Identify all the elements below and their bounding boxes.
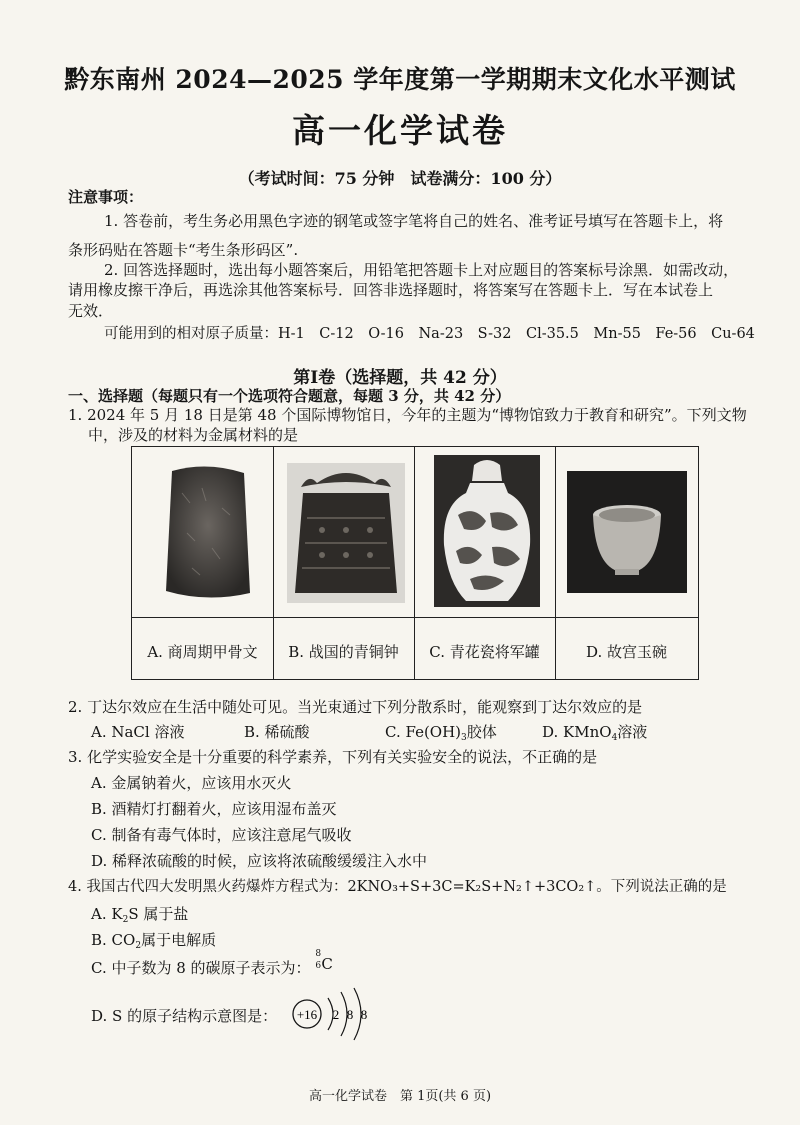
exam-info: （考试时间：75 分钟 试卷满分：100 分） [238, 169, 562, 188]
exam-title: 黔东南州 2024—2025 学年度第一学期期末文化水平测试 [64, 65, 736, 94]
jade-bowl-image [567, 471, 687, 593]
part-one-title: 第Ⅰ卷（选择题，共 42 分） [293, 368, 507, 388]
notice-item-1-line-1: 1. 答卷前，考生务必用黑色字迹的钢笔或签字笔将自己的姓名、准考证号填写在答题卡上，将 [104, 212, 724, 230]
q1-cell-c [414, 447, 556, 679]
q1-cell-b [273, 447, 415, 679]
table-divider [132, 617, 698, 618]
notice-item-2-line-3: 无效． [68, 302, 114, 320]
q2-option-b: B. 稀硫酸 [244, 723, 310, 741]
nuclide-notation [315, 949, 335, 973]
oracle-bone-image [162, 463, 252, 603]
nuclide-symbol: C [321, 955, 333, 973]
subject-title: 高一化学试卷 [292, 111, 508, 150]
q1-cell-d [555, 447, 699, 679]
porcelain-jar-image [434, 455, 540, 607]
q4-option-d: D. S 的原子结构示意图是： [91, 1007, 278, 1025]
q3-option-b: B. 酒精灯打翻着火，应该用湿布盖灭 [91, 800, 337, 818]
nucleus-charge: +16 [296, 1007, 318, 1022]
nuclide-atomic-number: 6 [315, 961, 322, 971]
q3-option-d: D. 稀释浓硫酸的时候，应该将浓硫酸缓缓注入水中 [91, 852, 428, 870]
notice-item-2-line-1: 2. 回答选择题时，选出每小题答案后，用铅笔把答题卡上对应题目的答案标号涂黑．如需改动， [104, 261, 739, 279]
section-heading: 一、选择题（每题只有一个选项符合题意，每题 3 分，共 42 分） [68, 387, 511, 405]
q3-option-a: A. 金属钠着火，应该用水灭火 [91, 774, 292, 792]
q1-stem-line-2: 中，涉及的材料为金属材料的是 [88, 426, 299, 444]
q2-option-a: A. NaCl 溶液 [91, 723, 185, 741]
q1-option-b: B. 战国的青铜钟 [288, 643, 399, 661]
shell-2-count: 8 [346, 1007, 354, 1022]
page-footer: 高一化学试卷 第 1页(共 6 页) [308, 1089, 492, 1104]
shell-3-count: 8 [360, 1007, 368, 1022]
notice-item-2-line-2: 请用橡皮擦干净后，再选涂其他答案标号．回答非选择题时，将答案写在答题卡上．写在本试卷上 [68, 281, 714, 299]
sulfur-atom-diagram [290, 984, 390, 1044]
q3-option-c: C. 制备有毒气体时，应该注意尾气吸收 [91, 826, 352, 844]
notice-item-1-line-2: 条形码贴在答题卡“考生条形码区”. [68, 241, 299, 259]
shell-1-count: 2 [332, 1007, 340, 1022]
q4-stem: 4. 我国古代四大发明黑火药爆炸方程式为：2KNO₃+S+3C=K₂S+N₂↑+3CO₂↑。下列说法正确的是 [68, 879, 727, 895]
q1-option-c: C. 青花瓷将军罐 [429, 643, 540, 661]
q2-option-d: D. KMnO$_4$溶液 [542, 723, 648, 743]
q1-artifact-table [131, 446, 699, 680]
q1-option-a: A. 商周期甲骨文 [147, 643, 258, 661]
q4-option-a: A. $K_2S$ 属于盐 [91, 905, 189, 925]
q4-option-c: C. 中子数为 8 的碳原子表示为： 8 6 C [91, 955, 335, 978]
q2-stem: 2. 丁达尔效应在生活中随处可见。当光束通过下列分散系时，能观察到丁达尔效应的是 [68, 698, 643, 716]
q1-cell-a [132, 447, 274, 679]
q4-option-b: B. $CO_2$属于电解质 [91, 931, 217, 951]
atomic-masses: 可能用到的相对原子质量：H-1 C-12 O-16 Na-23 S-32 Cl-35.5 Mn-55 Fe-56 Cu-64 [104, 326, 755, 342]
q2-option-c: C. $Fe(OH)_3$胶体 [385, 723, 497, 743]
q1-option-d: D. 故宫玉碗 [585, 643, 668, 661]
bronze-bell-image [287, 463, 405, 603]
q1-stem-line-1: 1. 2024 年 5 月 18 日是第 48 个国际博物馆日，今年的主题为“博物馆致力于教育和研究”。下列文物 [68, 406, 747, 424]
nuclide-mass-number: 8 [315, 949, 322, 959]
notice-title: 注意事项： [68, 188, 144, 206]
q3-stem: 3. 化学实验安全是十分重要的科学素养，下列有关实验安全的说法，不正确的是 [68, 748, 598, 766]
